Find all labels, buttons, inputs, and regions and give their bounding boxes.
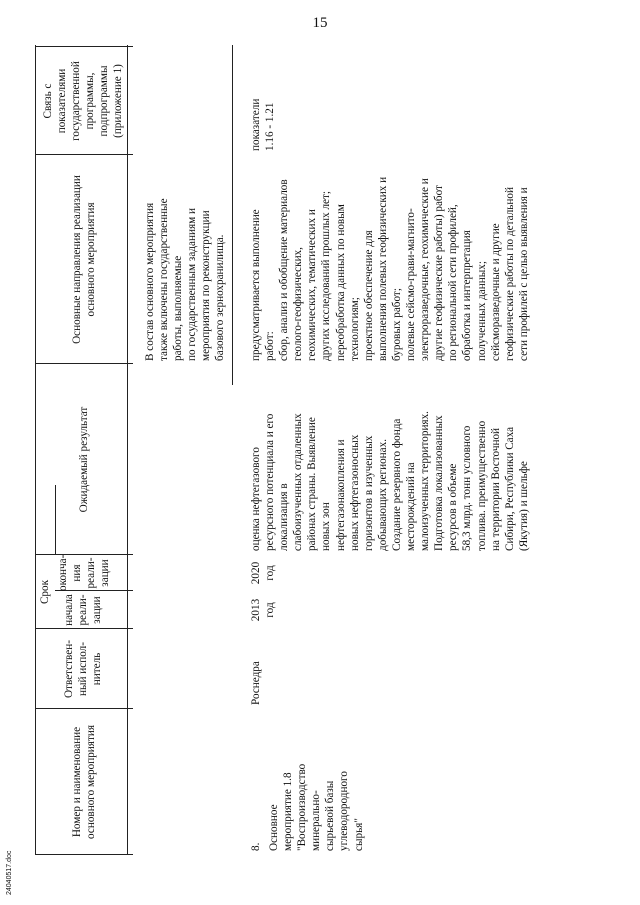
- row-8-result: оценка нефтегазового ресурсного потенциала и его локализация в слабоизученных отдаленных районах страны. Выявление новых зон нефтегазонакопления и новых нефтегазоносных горизонтов в изученных добывающих регионах. Создание резервного фонда месторождений на малоизученных территориях. Подготовка локализованных ресурсов в объеме 58,3 млрд. тонн условного топлива. преимущественно на территории Восточной Сибири, Республики Саха (Якутия) и шельфе: [250, 411, 530, 551]
- header-directions: Основные направления реализации основного мероприятия: [71, 175, 98, 344]
- table-top-border: [35, 45, 36, 855]
- header-end: оконча- ния реали- зации: [57, 554, 112, 591]
- footer-filename: 24040517.doc: [6, 850, 13, 895]
- header-result: Ожидаемый результат: [78, 406, 90, 513]
- row-8-end: 2020 год: [250, 561, 277, 585]
- row-8-link: показатели 1.16 - 1.21: [250, 98, 277, 151]
- header-executor: Ответствен- ный испол- нитель: [63, 640, 104, 698]
- row-8-number: 8.: [250, 842, 262, 851]
- row-8-start: 2013 год: [250, 598, 277, 622]
- row-8-name: Основное мероприятие 1.8 "Воспроизводство минерально- сырьевой базы углеводородного сырья": [268, 763, 365, 851]
- rotated-table: [35, 45, 605, 855]
- table-header-bottom-line: [127, 45, 128, 855]
- row-8-directions: предусматривается выполнение работ: сбор, анализ и обобщение материалов геолого-геофизических, геохимических, тематических и других исследований прошлых лет; переобработка данных по новым технологиям; проектное обеспечение для выполнения полевых геофизических и буровых работ; полевые сейсмо-грави-магнито- электроразведочные, геохимические и другие геофизические работы) работ по региональной сети профилей, обработка и интерпретация полученных данных; сейсморазведочные и другие геофизические работы по детальной сети профилей с целью выявления и: [250, 176, 530, 361]
- header-name: Номер и наименование основного мероприятия: [71, 725, 98, 839]
- page-number: 15: [312, 15, 328, 31]
- table-subheader-line: [55, 485, 56, 555]
- prev-row-directions: В состав основного мероприятия также включены государственные работы, выполняемые по государственным заданиям и мероприятия по реконструкции базового зернохранилища.: [144, 198, 227, 361]
- header-start: начала реали- зации: [63, 594, 104, 626]
- row-8-executor: Роснедра: [250, 661, 262, 705]
- header-link: Связь с показателями государственной программы, подпрограммы (приложение 1): [42, 61, 125, 141]
- row-separator: [232, 45, 233, 385]
- header-term: Срок: [39, 579, 51, 605]
